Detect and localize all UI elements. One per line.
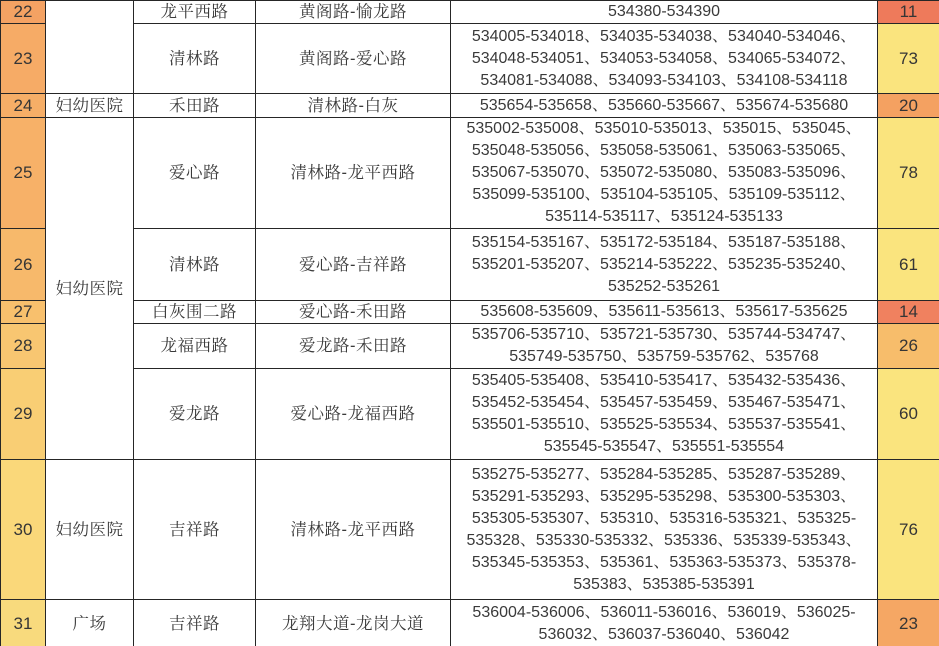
- segment-cell: 爱心路-吉祥路: [256, 229, 451, 301]
- segment-cell: 爱心路-龙福西路: [256, 369, 451, 460]
- ranges-cell: 536004-536006、536011-536016、536019、536025-536032、536037-536040、536042: [451, 600, 878, 646]
- table-row: [1, 369, 939, 460]
- table-row: [1, 24, 939, 94]
- row-number-cell: 24: [1, 94, 46, 118]
- row-number-cell: 30: [1, 460, 46, 600]
- road-cell: 龙福西路: [134, 324, 256, 369]
- count-cell: 14: [878, 301, 939, 324]
- segment-cell: 清林路-龙平西路: [256, 460, 451, 600]
- row-number-cell: 27: [1, 301, 46, 324]
- road-cell: 清林路: [134, 24, 256, 94]
- segment-cell: 龙翔大道-龙岗大道: [256, 600, 451, 646]
- segment-cell: 爱心路-禾田路: [256, 301, 451, 324]
- count-cell: 23: [878, 600, 939, 646]
- row-number-cell: 25: [1, 118, 46, 229]
- ranges-cell: 535275-535277、535284-535285、535287-535289、535291-535293、535295-535298、535300-535303、535305-535307、535310、535316-535321、535325-535328、535330-535332、535336、535339-535343、535345-535353、535361、535363-535373、535378-535383、535385-535391: [451, 460, 878, 600]
- table-row: [1, 460, 939, 600]
- road-cell: 吉祥路: [134, 600, 256, 646]
- segment-cell: 清林路-龙平西路: [256, 118, 451, 229]
- count-cell: 60: [878, 369, 939, 460]
- road-cell: 爱龙路: [134, 369, 256, 460]
- road-cell: 清林路: [134, 229, 256, 301]
- ranges-cell: 535608-535609、535611-535613、535617-535625: [451, 301, 878, 324]
- ranges-cell: 535002-535008、535010-535013、535015、535045、535048-535056、535058-535061、535063-535065、535067-535070、535072-535080、535083-535096、535099-535100、535104-535105、535109-535112、535114-535117、535124-535133: [451, 118, 878, 229]
- location-cell: [46, 1, 134, 94]
- count-cell: 76: [878, 460, 939, 600]
- row-number-cell: 23: [1, 24, 46, 94]
- row-number-cell: 22: [1, 1, 46, 24]
- location-cell: 妇幼医院: [46, 460, 134, 600]
- road-cell: 爱心路: [134, 118, 256, 229]
- segment-cell: 黄阁路-爱心路: [256, 24, 451, 94]
- ranges-cell: 535405-535408、535410-535417、535432-535436、535452-535454、535457-535459、535467-535471、535501-535510、535525-535534、535537-535541、535545-535547、535551-535554: [451, 369, 878, 460]
- segment-cell: 黄阁路-愉龙路: [256, 1, 451, 24]
- table-row: [1, 118, 939, 229]
- count-cell: 61: [878, 229, 939, 301]
- table-row: [1, 94, 939, 118]
- segment-cell: 爱龙路-禾田路: [256, 324, 451, 369]
- row-number-cell: 29: [1, 369, 46, 460]
- road-cell: 禾田路: [134, 94, 256, 118]
- ranges-cell: 534005-534018、534035-534038、534040-534046、534048-534051、534053-534058、534065-534072、534081-534088、534093-534103、534108-534118: [451, 24, 878, 94]
- count-cell: 73: [878, 24, 939, 94]
- table-row: [1, 324, 939, 369]
- table-row: [1, 301, 939, 324]
- ranges-cell: 535706-535710、535721-535730、535744-534747、535749-535750、535759-535762、535768: [451, 324, 878, 369]
- table-row: [1, 600, 939, 646]
- ranges-cell: 534380-534390: [451, 1, 878, 24]
- location-cell: 广场: [46, 600, 134, 646]
- row-number-cell: 26: [1, 229, 46, 301]
- road-cell: 吉祥路: [134, 460, 256, 600]
- segment-cell: 清林路-白灰: [256, 94, 451, 118]
- row-number-cell: 28: [1, 324, 46, 369]
- table-row: [1, 229, 939, 301]
- table-row: [1, 1, 939, 24]
- count-cell: 26: [878, 324, 939, 369]
- ranges-cell: 535654-535658、535660-535667、535674-535680: [451, 94, 878, 118]
- row-number-cell: 31: [1, 600, 46, 646]
- road-cell: 白灰围二路: [134, 301, 256, 324]
- road-cell: 龙平西路: [134, 1, 256, 24]
- ranges-cell: 535154-535167、535172-535184、535187-535188、535201-535207、535214-535222、535235-535240、535252-535261: [451, 229, 878, 301]
- count-cell: 11: [878, 1, 939, 24]
- location-cell: 妇幼医院: [46, 118, 134, 460]
- location-cell: 妇幼医院: [46, 94, 134, 118]
- count-cell: 20: [878, 94, 939, 118]
- count-cell: 78: [878, 118, 939, 229]
